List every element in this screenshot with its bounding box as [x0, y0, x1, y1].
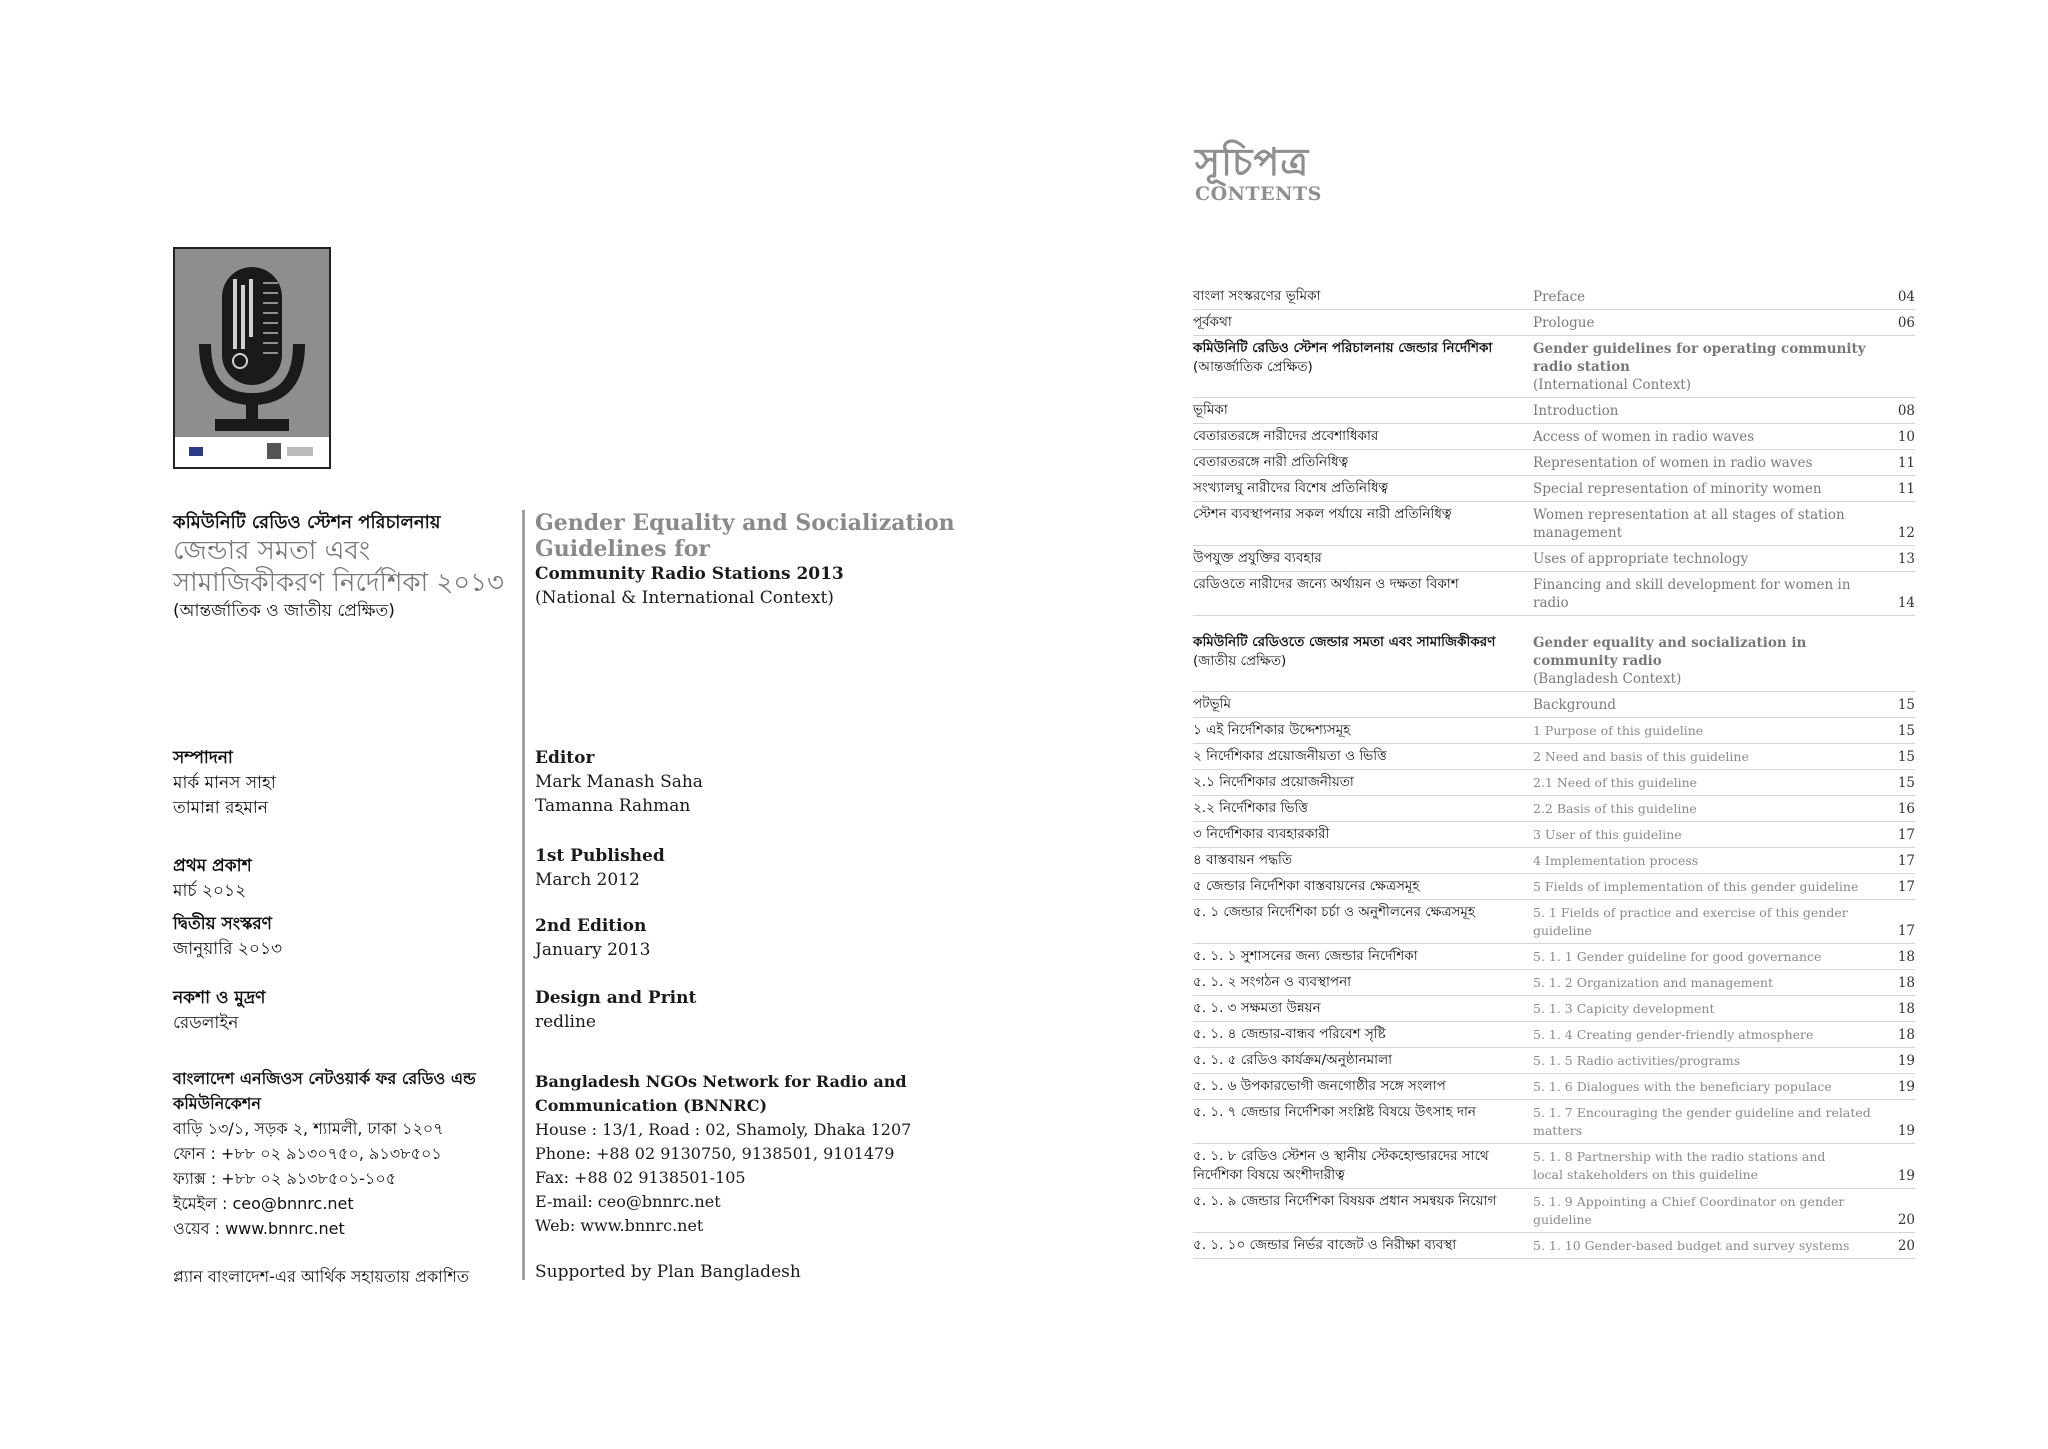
- toc-entry-en-text: 5. 1. 2 Organization and management: [1533, 975, 1774, 990]
- toc-page-number: 16: [1897, 801, 1915, 817]
- toc-row[interactable]: [1193, 546, 1915, 572]
- toc-entry-bn-text: ৫. ১ জেন্ডার নির্দেশিকা চর্চা ও অনুশীলনের ক্ষেত্রসমূহ: [1193, 904, 1475, 920]
- toc-page-number: 10: [1897, 429, 1915, 445]
- toc-entry-bn: [1193, 825, 1533, 844]
- toc-row[interactable]: [1193, 502, 1915, 546]
- toc-entry-bn-text: ৫. ১. ৬ উপকারভোগী জনগোষ্ঠীর সঙ্গে সংলাপ: [1193, 1078, 1446, 1094]
- toc-row[interactable]: [1193, 630, 1915, 692]
- toc-row[interactable]: [1193, 848, 1915, 874]
- toc-entry-en-text: 5. 1. 7 Encouraging the gender guideline and related matters: [1533, 1105, 1871, 1138]
- toc-entry-en: [1533, 721, 1879, 740]
- toc-entry-en-subtext: (International Context): [1533, 377, 1691, 393]
- bn-phone: ফোন : +৮৮ ০২ ৯১৩০৭৫০, ৯১৩৮৫০১: [173, 1144, 442, 1163]
- en-email: E-mail: ceo@bnnrc.net: [535, 1192, 721, 1211]
- toc-entry-en: [1533, 851, 1879, 870]
- toc-entry-en-text: 5. 1. 3 Capicity development: [1533, 1001, 1715, 1016]
- toc-entry-bn: [1193, 877, 1533, 896]
- toc-entry-en-text: 5. 1. 4 Creating gender-friendly atmosphere: [1533, 1027, 1814, 1042]
- en-second-edition-label: 2nd Edition: [535, 916, 647, 936]
- toc-row[interactable]: [1193, 572, 1915, 616]
- toc-entry-bn-text: কমিউনিটি রেডিওতে জেন্ডার সমতা এবং সামাজিকীকরণ: [1193, 634, 1496, 650]
- en-editor-2: Tamanna Rahman: [535, 796, 691, 816]
- toc-entry-bn: [1193, 1051, 1533, 1070]
- toc-entry-bn: [1193, 453, 1533, 472]
- toc-row[interactable]: [1193, 1189, 1915, 1233]
- toc-entry-en: [1533, 999, 1879, 1018]
- toc-row[interactable]: [1193, 718, 1915, 744]
- toc-entry-en-text: Representation of women in radio waves: [1533, 455, 1813, 471]
- toc-entry-en: [1533, 401, 1879, 420]
- table-of-contents: [1193, 284, 1915, 1259]
- toc-entry-bn-text: বেতারতরঙ্গে নারীদের প্রবেশাধিকার: [1193, 428, 1379, 444]
- toc-entry-bn: [1193, 747, 1533, 766]
- toc-entry-bn: [1193, 773, 1533, 792]
- toc-page-number: 15: [1897, 749, 1915, 765]
- toc-entry-bn: [1193, 903, 1533, 922]
- toc-page-number: 20: [1897, 1238, 1915, 1254]
- toc-entry-bn-text: ৫. ১. ৪ জেন্ডার-বান্ধব পরিবেশ সৃষ্টি: [1193, 1026, 1386, 1042]
- toc-entry-bn-text: কমিউনিটি রেডিও স্টেশন পরিচালনায় জেন্ডার নির্দেশিকা: [1193, 340, 1493, 356]
- toc-entry-bn-text: সংখ্যালঘু নারীদের বিশেষ প্রতিনিধিত্ব: [1193, 480, 1389, 496]
- toc-row[interactable]: [1193, 424, 1915, 450]
- toc-entry-en-text: 5. 1 Fields of practice and exercise of this gender guideline: [1533, 905, 1848, 938]
- toc-entry-bn: [1193, 427, 1533, 446]
- toc-entry-en-text: 5. 1. 6 Dialogues with the beneficiary populace: [1533, 1079, 1832, 1094]
- toc-row[interactable]: [1193, 1233, 1915, 1259]
- en-editor-1: Mark Manash Saha: [535, 772, 703, 792]
- cover-thumbnail: [173, 247, 331, 469]
- toc-entry-bn-text: ২.২ নির্দেশিকার ভিত্তি: [1193, 800, 1308, 816]
- toc-row[interactable]: [1193, 796, 1915, 822]
- toc-entry-en: [1533, 1147, 1879, 1184]
- bn-web: ওয়েব : www.bnnrc.net: [173, 1219, 345, 1238]
- toc-entry-bn: [1193, 1077, 1533, 1096]
- toc-entry-en: [1533, 287, 1879, 306]
- toc-entry-bn: [1193, 479, 1533, 498]
- toc-entry-en: [1533, 747, 1879, 766]
- toc-row[interactable]: [1193, 744, 1915, 770]
- toc-entry-en: [1533, 973, 1879, 992]
- toc-entry-en-text: Prologue: [1533, 315, 1595, 331]
- bn-design-label: নকশা ও মুদ্রণ: [173, 988, 266, 1008]
- toc-page-number: 15: [1897, 723, 1915, 739]
- toc-row[interactable]: [1193, 284, 1915, 310]
- toc-page-number: 15: [1897, 697, 1915, 713]
- toc-entry-en: [1533, 947, 1879, 966]
- toc-entry-bn-text: ৫. ১. ৩ সক্ষমতা উন্নয়ন: [1193, 1000, 1321, 1016]
- toc-page-number: 17: [1897, 879, 1915, 895]
- toc-entry-bn-subtext: (জাতীয় প্রেক্ষিত): [1193, 653, 1287, 669]
- toc-entry-en-text: 3 User of this guideline: [1533, 827, 1682, 842]
- toc-page-number: 11: [1897, 481, 1915, 497]
- toc-page-number: 12: [1897, 525, 1915, 541]
- en-first-published-label: 1st Published: [535, 846, 665, 866]
- en-org-line-1: Bangladesh NGOs Network for Radio and: [535, 1072, 907, 1091]
- toc-entry-bn-text: ৫. ১. ৮ রেডিও স্টেশন ও স্থানীয় স্টেকহোল্ডারদের সাথে: [1193, 1148, 1489, 1164]
- toc-row[interactable]: [1193, 822, 1915, 848]
- toc-entry-en-text: Background: [1533, 697, 1616, 713]
- toc-row[interactable]: [1193, 450, 1915, 476]
- toc-row[interactable]: [1193, 1100, 1915, 1144]
- toc-entry-en-text: 1 Purpose of this guideline: [1533, 723, 1704, 738]
- toc-entry-en-text: 5. 1. 8 Partnership with the radio stations and: [1533, 1149, 1826, 1164]
- toc-entry-en: [1533, 1192, 1879, 1229]
- en-fax: Fax: +88 02 9138501-105: [535, 1168, 746, 1187]
- toc-entry-en-subtext: (Bangladesh Context): [1533, 671, 1682, 687]
- toc-entry-bn: [1193, 1236, 1533, 1255]
- toc-row[interactable]: [1193, 398, 1915, 424]
- toc-entry-bn-text: ২.১ নির্দেশিকার প্রয়োজনীয়তা: [1193, 774, 1354, 790]
- toc-entry-en: [1533, 877, 1879, 896]
- toc-entry-bn-text: ৫. ১. ১ সুশাসনের জন্য জেন্ডার নির্দেশিকা: [1193, 948, 1418, 964]
- toc-entry-en: [1533, 799, 1879, 818]
- toc-entry-bn-text: ৫ জেন্ডার নির্দেশিকা বাস্তবায়নের ক্ষেত্রসমূহ: [1193, 878, 1420, 894]
- bn-editor-1: মার্ক মানস সাহা: [173, 773, 276, 793]
- toc-page-number: 19: [1897, 1168, 1915, 1184]
- toc-entry-bn: [1193, 851, 1533, 870]
- toc-entry-en-text: 5. 1. 10 Gender-based budget and survey systems: [1533, 1238, 1850, 1253]
- toc-page-number: 13: [1897, 551, 1915, 567]
- toc-row[interactable]: [1193, 1022, 1915, 1048]
- toc-entry-en: [1533, 505, 1879, 542]
- toc-entry-en-text: 4 Implementation process: [1533, 853, 1699, 868]
- toc-entry-bn: [1193, 999, 1533, 1018]
- toc-entry-en-text: Introduction: [1533, 403, 1619, 419]
- toc-entry-bn: [1193, 973, 1533, 992]
- toc-entry-en: [1533, 1103, 1879, 1140]
- toc-entry-bn: [1193, 287, 1533, 306]
- toc-row[interactable]: [1193, 1144, 1915, 1189]
- toc-entry-en: [1533, 427, 1879, 446]
- en-title-line-2: Guidelines for: [535, 536, 711, 562]
- toc-row[interactable]: [1193, 336, 1915, 398]
- contents-heading-en: CONTENTS: [1195, 183, 1322, 205]
- toc-entry-bn: [1193, 1147, 1533, 1185]
- toc-page-number: 18: [1897, 1001, 1915, 1017]
- bn-title-line-3: সামাজিকীকরণ নির্দেশিকা ২০১৩: [173, 568, 504, 598]
- toc-entry-en: [1533, 479, 1879, 498]
- en-phone: Phone: +88 02 9130750, 9138501, 9101479: [535, 1144, 895, 1163]
- en-editor-label: Editor: [535, 748, 595, 768]
- microphone-icon: [175, 249, 329, 467]
- toc-entry-en: [1533, 1025, 1879, 1044]
- toc-entry-en: [1533, 339, 1879, 394]
- toc-entry-en-text: Special representation of minority women: [1533, 481, 1822, 497]
- bn-first-published-label: প্রথম প্রকাশ: [173, 856, 252, 876]
- toc-page-number: 19: [1897, 1053, 1915, 1069]
- bn-support-note: প্ল্যান বাংলাদেশ-এর আর্থিক সহায়তায় প্রকাশিত: [173, 1267, 469, 1286]
- toc-entry-bn-text: ২ নির্দেশিকার প্রয়োজনীয়তা ও ভিত্তি: [1193, 748, 1387, 764]
- bn-title-line-4: (আন্তর্জাতিক ও জাতীয় প্রেক্ষিত): [173, 601, 395, 621]
- toc-page-number: 18: [1897, 949, 1915, 965]
- toc-entry-en-subtext: local stakeholders on this guideline: [1533, 1167, 1759, 1182]
- en-second-edition-value: January 2013: [535, 940, 651, 960]
- toc-entry-bn: [1193, 695, 1533, 714]
- toc-entry-bn-text: ৫. ১. ৯ জেন্ডার নির্দেশিকা বিষয়ক প্রধান সমন্বয়ক নিয়োগ: [1193, 1193, 1497, 1209]
- toc-entry-en: [1533, 453, 1879, 472]
- en-title-line-3: Community Radio Stations 2013: [535, 564, 844, 584]
- toc-row[interactable]: [1193, 1048, 1915, 1074]
- toc-entry-en: [1533, 825, 1879, 844]
- en-title-line-1: Gender Equality and Socialization: [535, 510, 955, 536]
- toc-entry-en-text: Preface: [1533, 289, 1586, 305]
- bn-address: বাড়ি ১৩/১, সড়ক ২, শ্যামলী, ঢাকা ১২০৭: [173, 1119, 444, 1138]
- bn-editor-label: সম্পাদনা: [173, 748, 233, 768]
- toc-entry-bn: [1193, 313, 1533, 332]
- toc-entry-en-text: Uses of appropriate technology: [1533, 551, 1749, 567]
- toc-page-number: 15: [1897, 775, 1915, 791]
- toc-row[interactable]: [1193, 476, 1915, 502]
- toc-entry-bn-text: বাংলা সংস্করণের ভূমিকা: [1193, 288, 1321, 304]
- toc-section-gap: [1193, 616, 1915, 630]
- en-address: House : 13/1, Road : 02, Shamoly, Dhaka 1207: [535, 1120, 912, 1139]
- en-title-line-4: (National & International Context): [535, 588, 834, 608]
- toc-page-number: 17: [1897, 827, 1915, 843]
- toc-page-number: 20: [1897, 1212, 1915, 1228]
- en-org-line-2: Communication (BNNRC): [535, 1096, 768, 1115]
- toc-page-number: 17: [1897, 853, 1915, 869]
- toc-entry-en-text: Women representation at all stages of station management: [1533, 507, 1845, 541]
- toc-page-number: 11: [1897, 455, 1915, 471]
- contents-heading: [1195, 140, 1322, 204]
- bn-editor-2: তামান্না রহমান: [173, 798, 268, 818]
- toc-entry-en-text: 5 Fields of implementation of this gender guideline: [1533, 879, 1859, 894]
- toc-entry-bn-subtext: (আন্তর্জাতিক প্রেক্ষিত): [1193, 359, 1313, 375]
- toc-entry-bn-text: ১ এই নির্দেশিকার উদ্দেশ্যসমূহ: [1193, 722, 1351, 738]
- toc-page-number: [1879, 687, 1915, 688]
- bn-email: ইমেইল : ceo@bnnrc.net: [173, 1194, 354, 1213]
- column-divider: [522, 510, 525, 1280]
- toc-entry-bn-subtext: নির্দেশিকা বিষয়ে অংশীদারীত্ব: [1193, 1167, 1345, 1183]
- bn-first-published-value: মার্চ ২০১২: [173, 881, 247, 901]
- bn-title-line-2: জেন্ডার সমতা এবং: [173, 536, 371, 566]
- bn-org-line-2: কমিউনিকেশন: [173, 1094, 261, 1113]
- en-design-label: Design and Print: [535, 988, 697, 1008]
- toc-entry-en-text: Gender guidelines for operating community radio station: [1533, 341, 1866, 375]
- toc-page-number: 19: [1897, 1079, 1915, 1095]
- toc-entry-bn: [1193, 947, 1533, 966]
- toc-entry-en-text: 2 Need and basis of this guideline: [1533, 749, 1749, 764]
- toc-entry-bn: [1193, 799, 1533, 818]
- toc-entry-en: [1533, 549, 1879, 568]
- toc-row[interactable]: [1193, 874, 1915, 900]
- bn-title-line-1: কমিউনিটি রেডিও স্টেশন পরিচালনায়: [173, 512, 441, 533]
- toc-entry-en: [1533, 695, 1879, 714]
- toc-entry-en-text: 2.1 Need of this guideline: [1533, 775, 1698, 790]
- toc-row[interactable]: [1193, 996, 1915, 1022]
- toc-entry-en-text: 5. 1. 9 Appointing a Chief Coordinator on gender guideline: [1533, 1194, 1845, 1227]
- toc-entry-bn: [1193, 505, 1533, 524]
- toc-entry-bn-text: উপযুক্ত প্রযুক্তির ব্যবহার: [1193, 550, 1322, 566]
- bn-org-line-1: বাংলাদেশ এনজিওস নেটওয়ার্ক ফর রেডিও এন্ড: [173, 1069, 476, 1088]
- bn-design-value: রেডলাইন: [173, 1013, 239, 1033]
- toc-entry-en: [1533, 1236, 1879, 1255]
- toc-row[interactable]: [1193, 1074, 1915, 1100]
- toc-row[interactable]: [1193, 900, 1915, 944]
- toc-page-number: 18: [1897, 1027, 1915, 1043]
- toc-entry-en: [1533, 1077, 1879, 1096]
- toc-entry-en-text: 5. 1. 5 Radio activities/programs: [1533, 1053, 1741, 1068]
- en-web: Web: www.bnnrc.net: [535, 1216, 704, 1235]
- toc-entry-en-text: Gender equality and socialization in community radio: [1533, 635, 1807, 669]
- toc-entry-bn-text: ৩ নির্দেশিকার ব্যবহারকারী: [1193, 826, 1330, 842]
- bn-second-edition-label: দ্বিতীয় সংস্করণ: [173, 914, 272, 934]
- toc-entry-en: [1533, 773, 1879, 792]
- toc-entry-en: [1533, 1051, 1879, 1070]
- toc-entry-en-text: Financing and skill development for women in radio: [1533, 577, 1851, 611]
- toc-entry-bn-text: ভূমিকা: [1193, 402, 1228, 418]
- toc-page-number: 17: [1897, 923, 1915, 939]
- toc-entry-bn-text: স্টেশন ব্যবস্থাপনার সকল পর্যায়ে নারী প্রতিনিধিত্ব: [1193, 506, 1452, 522]
- bn-fax: ফ্যাক্স : +৮৮ ০২ ৯১৩৮৫০১-১০৫: [173, 1169, 397, 1188]
- toc-entry-bn-text: পটভূমি: [1193, 696, 1231, 712]
- toc-row[interactable]: [1193, 692, 1915, 718]
- contents-heading-bn: সূচিপত্র: [1195, 140, 1310, 184]
- en-support-note: Supported by Plan Bangladesh: [535, 1262, 801, 1282]
- toc-entry-bn: [1193, 721, 1533, 740]
- toc-entry-bn-text: পূর্বকথা: [1193, 314, 1232, 330]
- bn-second-edition-value: জানুয়ারি ২০১৩: [173, 939, 283, 959]
- toc-page-number: 14: [1897, 595, 1915, 611]
- toc-entry-bn-text: রেডিওতে নারীদের জন্যে অর্থায়ন ও দক্ষতা বিকাশ: [1193, 576, 1459, 592]
- toc-entry-en: [1533, 575, 1879, 612]
- toc-entry-en-text: 5. 1. 1 Gender guideline for good governance: [1533, 949, 1822, 964]
- toc-entry-bn: [1193, 1103, 1533, 1122]
- toc-page-number: 18: [1897, 975, 1915, 991]
- toc-entry-en: [1533, 633, 1879, 688]
- toc-entry-bn: [1193, 633, 1533, 671]
- toc-entry-en-text: 2.2 Basis of this guideline: [1533, 801, 1697, 816]
- toc-page-number: 04: [1897, 289, 1915, 305]
- toc-row[interactable]: [1193, 310, 1915, 336]
- toc-row[interactable]: [1193, 970, 1915, 996]
- toc-entry-en: [1533, 903, 1879, 940]
- toc-entry-bn: [1193, 1192, 1533, 1211]
- toc-entry-bn-text: বেতারতরঙ্গে নারী প্রতিনিধিত্ব: [1193, 454, 1349, 470]
- toc-entry-bn: [1193, 339, 1533, 377]
- toc-entry-en: [1533, 313, 1879, 332]
- toc-entry-bn-text: ৫. ১. ৭ জেন্ডার নির্দেশিকা সংশ্লিষ্ট বিষয়ে উৎসাহ দান: [1193, 1104, 1476, 1120]
- toc-entry-en-text: Access of women in radio waves: [1533, 429, 1755, 445]
- toc-entry-bn-text: ৫. ১. ১০ জেন্ডার নির্ভর বাজেট ও নিরীক্ষা ব্যবস্থা: [1193, 1237, 1457, 1253]
- toc-page-number: 06: [1897, 315, 1915, 331]
- toc-row[interactable]: [1193, 770, 1915, 796]
- toc-entry-bn-text: ৫. ১. ৫ রেডিও কার্যক্রম/অনুষ্ঠানমালা: [1193, 1052, 1393, 1068]
- toc-entry-bn: [1193, 575, 1533, 594]
- toc-entry-bn: [1193, 401, 1533, 420]
- en-first-published-value: March 2012: [535, 870, 640, 890]
- toc-entry-bn-text: ৪ বাস্তবায়ন পদ্ধতি: [1193, 852, 1292, 868]
- toc-entry-bn: [1193, 1025, 1533, 1044]
- en-design-value: redline: [535, 1012, 596, 1032]
- toc-page-number: [1879, 393, 1915, 394]
- toc-entry-bn: [1193, 549, 1533, 568]
- toc-page-number: 08: [1897, 403, 1915, 419]
- toc-page-number: 19: [1897, 1123, 1915, 1139]
- toc-entry-bn-text: ৫. ১. ২ সংগঠন ও ব্যবস্থাপনা: [1193, 974, 1352, 990]
- toc-row[interactable]: [1193, 944, 1915, 970]
